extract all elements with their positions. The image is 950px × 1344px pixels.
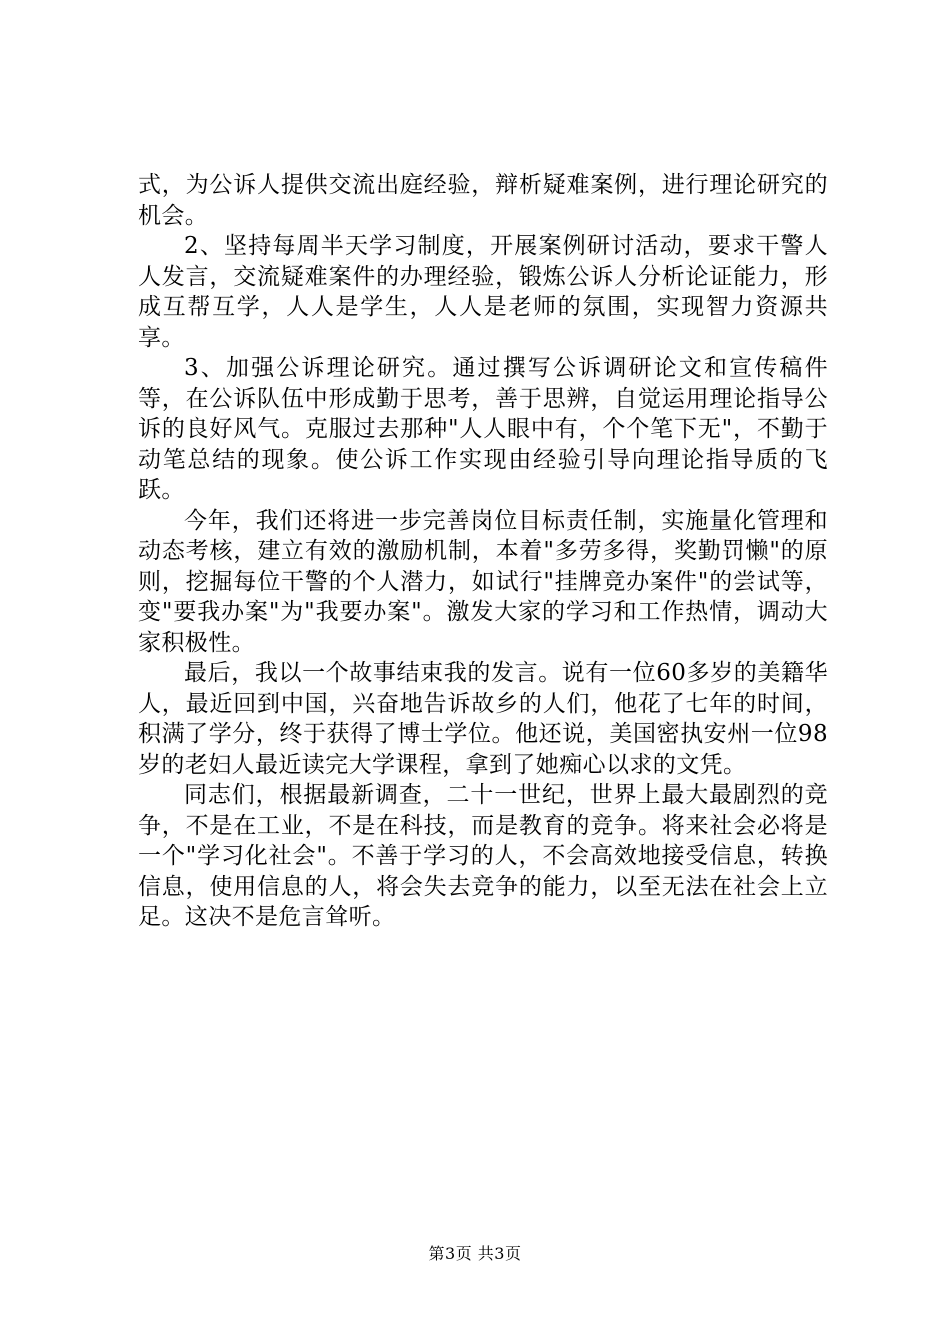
paragraph-3: 3、加强公诉理论研究。通过撰写公诉调研论文和宣传稿件等，在公诉队伍中形成勤于思考，善于思辨，自觉运用理论指导公诉的良好风气。克服过去那种"人人眼中有，个个笔下无"，不勤于动笔总结的现象。使公诉工作实现由经验引导向理论指导质的飞跃。 [138, 355, 828, 503]
paragraph-1: 式，为公诉人提供交流出庭经验，辩析疑难案例，进行理论研究的机会。 [138, 172, 828, 229]
paragraph-5: 最后，我以一个故事结束我的发言。说有一位60多岁的美籍华人，最近回到中国，兴奋地告诉故乡的人们，他花了七年的时间，积满了学分，终于获得了博士学位。他还说，美国密执安州一位98岁的老妇人最近读完大学课程，拿到了她痴心以求的文凭。 [138, 660, 828, 778]
paragraph-2: 2、坚持每周半天学习制度，开展案例研讨活动，要求干警人人发言，交流疑难案件的办理经验，锻炼公诉人分析论证能力，形成互帮互学，人人是学生，人人是老师的氛围，实现智力资源共享。 [138, 233, 828, 351]
paragraph-6: 同志们，根据最新调查，二十一世纪，世界上最大最剧烈的竞争，不是在工业，不是在科技，而是教育的竞争。将来社会必将是一个"学习化社会"。不善于学习的人，不会高效地接受信息，转换信息，使用信息的人，将会失去竞争的能力，以至无法在社会上立足。这决不是危言耸听。 [138, 782, 828, 930]
document-body [138, 170, 828, 933]
page-number-footer: 第3页 共3页 [428, 1244, 522, 1263]
paragraph-4: 今年，我们还将进一步完善岗位目标责任制，实施量化管理和动态考核，建立有效的激励机制，本着"多劳多得，奖勤罚懒"的原则，挖掘每位干警的个人潜力，如试行"挂牌竞办案件"的尝试等，变"要我办案"为"我要办案"。激发大家的学习和工作热情，调动大家积极性。 [138, 507, 828, 656]
